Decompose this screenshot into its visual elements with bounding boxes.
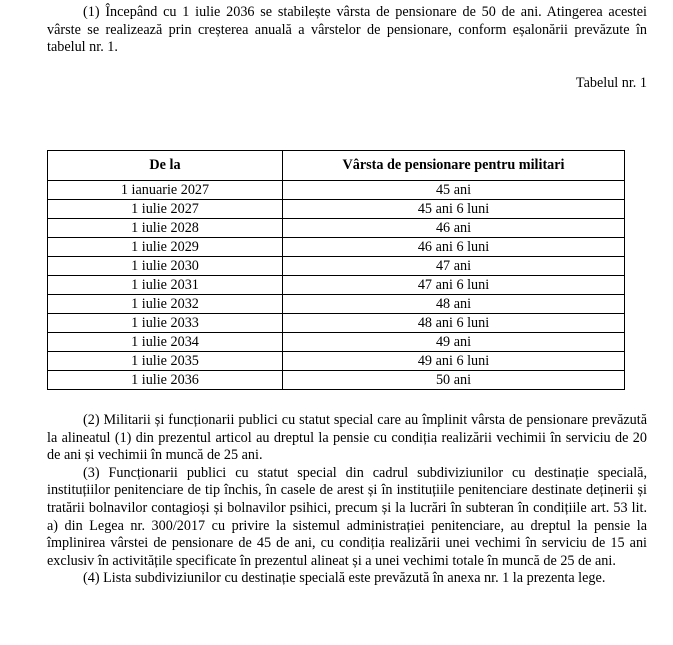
cell-date: 1 iulie 2034 [48,333,283,352]
cell-date: 1 iulie 2035 [48,352,283,371]
table-row [48,276,625,295]
table-body [48,181,625,390]
cell-date: 1 iulie 2036 [48,371,283,390]
table-header-row [48,151,625,181]
cell-age: 49 ani [283,333,625,352]
cell-date: 1 iulie 2027 [48,200,283,219]
cell-date: 1 iulie 2032 [48,295,283,314]
table-caption: Tabelul nr. 1 [575,74,647,91]
cell-age: 47 ani 6 luni [283,276,625,295]
cell-date: 1 ianuarie 2027 [48,181,283,200]
cell-age: 48 ani 6 luni [283,314,625,333]
cell-age: 47 ani [283,257,625,276]
cell-date: 1 iulie 2031 [48,276,283,295]
cell-date: 1 iulie 2029 [48,238,283,257]
table-row [48,314,625,333]
table-row [48,200,625,219]
cell-age: 49 ani 6 luni [283,352,625,371]
table-row [48,333,625,352]
cell-age: 48 ani [283,295,625,314]
table-row [48,181,625,200]
cell-date: 1 iulie 2033 [48,314,283,333]
cell-date: 1 iulie 2030 [48,257,283,276]
paragraph-2: (2) Militarii și funcționarii publici cu statut special care au împlinit vârsta de pensionare prevăzută la alineatul (1) din prezentul articol au dreptul la pensie cu condiția realizării vechimii în serviciu de 20 de ani și vechimii în muncă de 25 ani. [47,412,647,464]
paragraph-3: (3) Funcționarii publici cu statut special din cadrul subdiviziunilor cu destinație specială, instituțiilor penitenciare de tip închis, în casele de arest și în instituțiile penitenciare destinate deținerii și tratării bolnavilor contagioși și bolnavilor psihici, precum și la lucrări în subteran în condițiile art. 53 lit. a) din Legea nr. 300/2017 cu privire la sistemul administrației penitenciare, au dreptul la pensie la împlinirea vârstei de pensionare de 45 de ani, cu condiția realizării unei vechimi în serviciu de 15 ani exclusiv în activitățile specificate în prezentul alineat și a unei vechimi totale în muncă de 25 de ani. [47,464,647,569]
table-row [48,257,625,276]
cell-age: 45 ani [283,181,625,200]
document-bottom [47,412,647,588]
cell-age: 45 ani 6 luni [283,200,625,219]
table-row [48,371,625,390]
table-row [48,352,625,371]
cell-age: 50 ani [283,371,625,390]
table-row [48,238,625,257]
cell-date: 1 iulie 2028 [48,219,283,238]
header-from: De la [48,151,283,181]
cell-age: 46 ani 6 luni [283,238,625,257]
paragraph-1: (1) Începând cu 1 iulie 2036 se stabilește vârsta de pensionare de 50 de ani. Atingerea acestei vârste se realizează prin creșterea anuală a vârstelor de pensionare, conform eșalonării prevăzute în tabelul nr. 1. [47,4,647,56]
cell-age: 46 ani [283,219,625,238]
document-top [47,4,647,92]
header-age: Vârsta de pensionare pentru militari [283,151,625,181]
pension-age-table [47,150,625,390]
paragraph-4: (4) Lista subdiviziunilor cu destinație specială este prevăzută în anexa nr. 1 la prezenta lege. [83,570,606,587]
table-row [48,295,625,314]
table-row [48,219,625,238]
